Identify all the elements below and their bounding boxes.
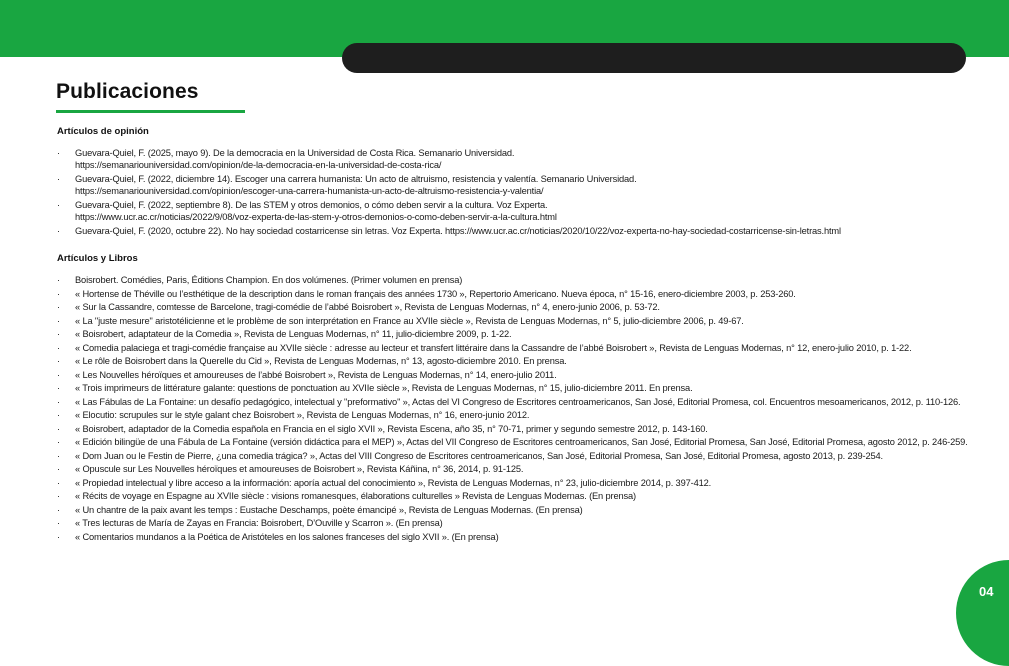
- citation-text: « Dom Juan ou le Festin de Pierre, ¿una comedia trágica? », Actas del VIII Congreso de Escritores centroamericanos, San José, Editorial Promesa, San José, Editorial Promesa, agosto 2013, p. 239-254.: [75, 450, 883, 461]
- citation-text: « Elocutio: scrupules sur le style galant chez Boisrobert », Revista de Lenguas Modernas, n° 16, enero-junio 2012.: [75, 410, 530, 420]
- list-item: [57, 423, 977, 435]
- citation-text: « Boisrobert, adaptateur de la Comedia », Revista de Lenguas Modernas, n° 11, julio-diciembre 2009, p. 1-22.: [75, 329, 512, 339]
- list-item: [57, 355, 977, 367]
- list-item: [57, 477, 977, 489]
- list-item: [57, 147, 977, 172]
- list-item: [57, 315, 977, 327]
- list-item: [57, 382, 977, 394]
- page-number: 04: [979, 584, 994, 599]
- list-item: [57, 463, 977, 475]
- citation-url[interactable]: https://semanariouniversidad.com/opinion/de-la-democracia-en-la-universidad-de-costa-rica/: [75, 160, 442, 171]
- list-item: [57, 504, 977, 516]
- citation-text: « Les Nouvelles héroïques et amoureuses de l’abbé Boisrobert », Revista de Lenguas Modernas, n° 14, enero-julio 2011.: [75, 369, 557, 380]
- citation-text: « Edición bilingüe de una Fábula de La Fontaine (versión didáctica para el MEP) », Actas del VII Congreso de Escritores centroamericanos, San José, Editorial Promesa, San José, Editorial Promesa, agosto 2012, p. 246-259.: [75, 437, 968, 447]
- citation-text: Guevara-Quiel, F. (2020, octubre 22). No hay sociedad costarricense sin letras. Voz Experta. https://www.ucr.ac.cr/noticias/2020/10/22/voz-experta-no-hay-sociedad-costarricense-sin-letras.html: [75, 225, 841, 236]
- list-item: [57, 450, 977, 462]
- page-title: Publicaciones: [56, 80, 199, 103]
- citation-text: Guevara-Quiel, F. (2025, mayo 9). De la democracia en la Universidad de Costa Rica. Semanario Universidad.: [75, 148, 515, 158]
- list-item: [57, 301, 977, 313]
- citation-url[interactable]: https://www.ucr.ac.cr/noticias/2022/9/08/voz-experta-de-las-stem-y-otros-demonios-o-como-deben-servir-a-la-cultura.html: [75, 212, 557, 223]
- list-item: [57, 490, 977, 502]
- citation-text: « Le rôle de Boisrobert dans la Querelle du Cid », Revista de Lenguas Modernas, n° 13, agosto-diciembre 2010. En prensa.: [75, 356, 567, 366]
- articles-list: [57, 274, 977, 544]
- citation-text: « Un chantre de la paix avant les temps : Eustache Deschamps, poète émancipé », Revista de Lenguas Modernas. (En prensa): [75, 504, 583, 515]
- header-pill: [342, 43, 966, 73]
- list-item: [57, 274, 977, 286]
- list-item: [57, 288, 977, 300]
- list-item: [57, 396, 977, 408]
- list-item: [57, 369, 977, 381]
- section-heading-articles: Artículos y Libros: [57, 253, 138, 264]
- citation-text: « Propiedad intelectual y libre acceso a la información: aporía actual del conocimiento », Revista de Lenguas Modernas, n° 23, julio-diciembre 2014, p. 397-412.: [75, 477, 712, 488]
- page-number-badge: [956, 560, 1009, 666]
- list-item: [57, 531, 977, 543]
- citation-text: « Récits de voyage en Espagne au XVIIe siècle : visions romanesques, élaborations culturelles » Revista de Lenguas Modernas. (En prensa): [75, 491, 636, 501]
- citation-text: « La "juste mesure" aristotélicienne et le problème de son interprétation en France au XVIIe siècle », Revista de Lenguas Modernas, n° 5, julio-diciembre 2006, p. 49-67.: [75, 315, 744, 326]
- list-item: [57, 199, 977, 224]
- citation-text: « Tres lecturas de María de Zayas en Francia: Boisrobert, D’Ouville y Scarron ». (En prensa): [75, 518, 443, 528]
- list-item: [57, 225, 977, 237]
- list-item: [57, 436, 977, 448]
- citation-text: Boisrobert. Comédies, Paris, Éditions Champion. En dos volúmenes. (Primer volumen en prensa): [75, 275, 463, 285]
- citation-text: « Comedia palaciega et tragi-comédie française au XVIIe siècle : adresse au lecteur et transfert littéraire dans la Cassandre de l’abbé Boisrobert », Revista de Lenguas Modernas, n° 12, enero-julio 2010, p. 1-22.: [75, 342, 912, 353]
- list-item: [57, 517, 977, 529]
- list-item: [57, 173, 977, 198]
- citation-text: Guevara-Quiel, F. (2022, septiembre 8). De las STEM y otros demonios, o cómo deben servir a la cultura. Voz Experta.: [75, 199, 548, 210]
- list-item: [57, 409, 977, 421]
- citation-text: « Las Fábulas de La Fontaine: un desafío pedagógico, intelectual y "preformativo" », Actas del VI Congreso de Escritores centroamericanos, San José, Editorial Promesa, col. Encuentros mesoamericanos, 2012, p. 110-126.: [75, 396, 961, 407]
- citation-text: « Hortense de Théville ou l’esthétique de la description dans le roman français des années 1730 », Repertorio Americano. Nueva época, n° 15-16, enero-diciembre 2003, p. 253-260.: [75, 288, 796, 299]
- citation-text: « Trois imprimeurs de littérature galante: questions de ponctuation au XVIIe siècle », Revista de Lenguas Modernas, n° 15, julio-diciembre 2011. En prensa.: [75, 383, 693, 393]
- opinion-list: [57, 147, 977, 238]
- list-item: [57, 328, 977, 340]
- title-underline: [56, 110, 245, 113]
- list-item: [57, 342, 977, 354]
- citation-text: « Comentarios mundanos a la Poética de Aristóteles en los salones franceses del siglo XVII ». (En prensa): [75, 531, 499, 542]
- citation-text: « Opuscule sur Les Nouvelles héroïques et amoureuses de Boisrobert », Revista Káñina, n° 36, 2014, p. 91-125.: [75, 464, 524, 474]
- citation-text: Guevara-Quiel, F. (2022, diciembre 14). Escoger una carrera humanista: Un acto de altruismo, resistencia y valentía. Semanario Universidad.: [75, 173, 637, 184]
- citation-text: « Sur la Cassandre, comtesse de Barcelone, tragi-comédie de l’abbé Boisrobert », Revista de Lenguas Modernas, n° 4, enero-junio 2006, p. 53-72.: [75, 302, 660, 312]
- section-heading-opinion: Artículos de opinión: [57, 126, 149, 137]
- citation-text: « Boisrobert, adaptador de la Comedia española en Francia en el siglo XVII », Revista Escena, año 35, n° 70-71, primer y segundo semestre 2012, p. 143-160.: [75, 423, 708, 434]
- citation-url[interactable]: https://semanariouniversidad.com/opinion/escoger-una-carrera-humanista-un-acto-de-altruismo-resistencia-y-valentia/: [75, 186, 544, 197]
